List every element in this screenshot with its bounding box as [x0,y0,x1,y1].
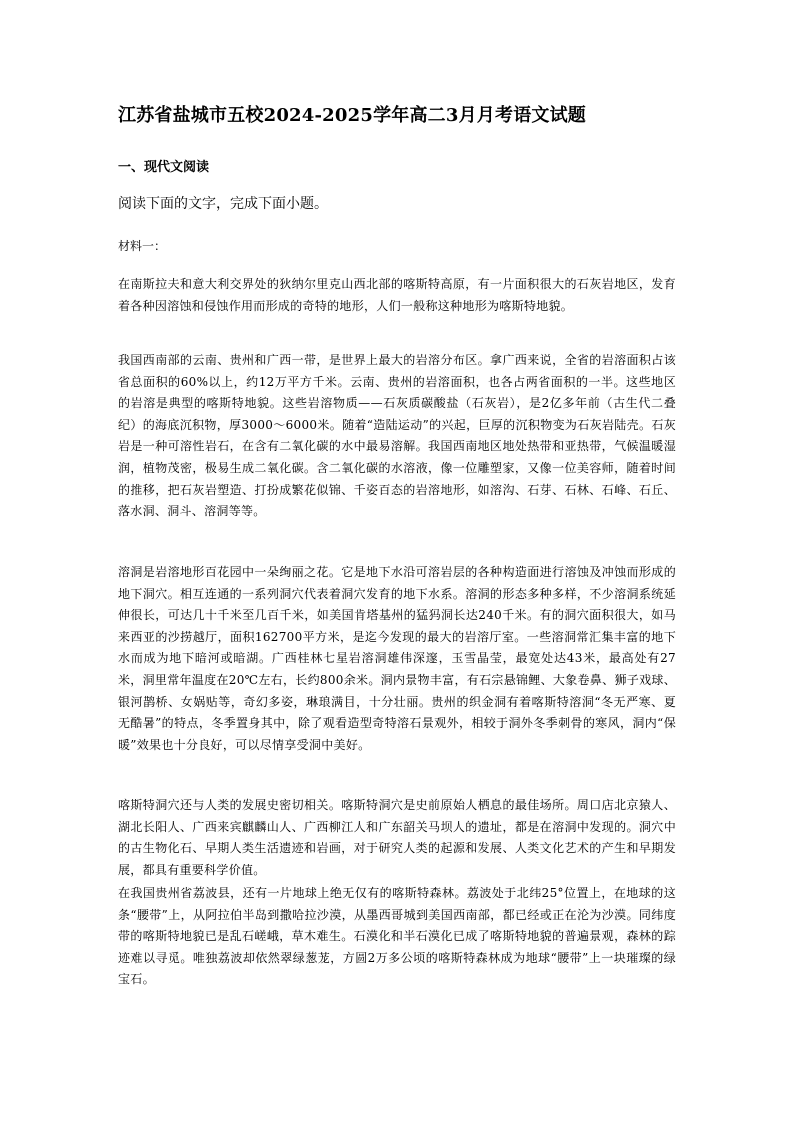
paragraph-2: 我国西南部的云南、贵州和广西一带，是世界上最大的岩溶分布区。拿广西来说，全省的岩溶面积占该省总面积的60%以上，约12万平方千米。云南、贵州的岩溶面积，也各占两省面积的一半。这些地区的岩溶是典型的喀斯特地貌。这些岩溶物质——石灰质碳酸盐（石灰岩），是2亿多年前（古生代二叠纪）的海底沉积物，厚3000～6000米。随着“造陆运动”的兴起，巨厚的沉积物变为石灰岩陆壳。石灰岩是一种可溶性岩石，在含有二氧化碳的水中最易溶解。我国西南地区地处热带和亚热带，气候温暖湿润，植物茂密，极易生成二氧化碳。含二氧化碳的水溶液，像一位雕塑家，又像一位美容师，随着时间的推移，把石灰岩塑造、打扮成繁花似锦、千姿百态的岩溶地形，如溶沟、石芽、石林、石峰、石丘、落水洞、洞斗、溶洞等等。 [118,353,676,519]
material-label: 材料一： [118,239,167,253]
paragraph-4: 喀斯特洞穴还与人类的发展史密切相关。喀斯特洞穴是史前原始人栖息的最佳场所。周口店北京猿人、湖北长阳人、广西来宾麒麟山人、广西柳江人和广东韶关马坝人的遗址，都是在溶洞中发现的。洞穴中的古生物化石、早期人类生活遗迹和岩画，对于研究人类的起源和发展、人类文化艺术的产生和早期发展，都具有重要科学价值。 [118,798,676,877]
paragraph-3: 溶洞是岩溶地形百花园中一朵绚丽之花。它是地下水沿可溶岩层的各种构造面进行溶蚀及冲蚀而形成的地下洞穴。相互连通的一系列洞穴代表着洞穴发育的地下水系。溶洞的形态多种多样，不少溶洞系统延伸很长，可达几十千米至几百千米，如美国肯塔基州的猛犸洞长达240千米。有的洞穴面积很大，如马来西亚的沙捞越厅，面积162700平方米，是迄今发现的最大的岩溶厅室。一些溶洞常汇集丰富的地下水而成为地下暗河或暗湖。广西桂林七星岩溶洞雄伟深邃，玉雪晶莹，最宽处达43米，最高处有27米，洞里常年温度在20℃左右，长约800余米。洞内景物丰富，有石宗悬锦鲤、大象卷鼻、狮子戏球、银河鹊桥、女娲贴等，奇幻多姿，琳琅满目，十分壮丽。贵州的织金洞有着喀斯特溶洞“冬无严寒、夏无酷暑”的特点，冬季置身其中，除了观看造型奇特溶石景观外，相较于洞外冬季刺骨的寒风，洞内“保暖”效果也十分良好，可以尽情享受洞中美好。 [118,565,676,752]
page-title: 江苏省盐城市五校2024-2025学年高二3月月考语文试题 [118,105,586,126]
paragraph-1: 在南斯拉夫和意大利交界处的狄纳尔里克山西北部的喀斯特高原，有一片面积很大的石灰岩地区，发育着各种因溶蚀和侵蚀作用而形成的奇特的地形，人们一般称这种地形为喀斯特地貌。 [118,277,676,313]
reading-instruction: 阅读下面的文字，完成下面小题。 [118,196,328,212]
paragraph-5: 在我国贵州省荔波县，还有一片地球上绝无仅有的喀斯特森林。荔波处于北纬25°位置上，在地球的这条“腰带”上，从阿拉伯半岛到撒哈拉沙漠，从墨西哥城到美国西南部，都已经或正在沦为沙漠。同纬度带的喀斯特地貌已是乱石嵯峨，草木难生。石漠化和半石漠化已成了喀斯特地貌的普遍景观，森林的踪迹难以寻觅。唯独荔波却依然翠绿葱茏，方圆2万多公顷的喀斯特森林成为地球“腰带”上一块璀璨的绿宝石。 [118,886,676,987]
section-heading: 一、现代文阅读 [118,160,210,175]
